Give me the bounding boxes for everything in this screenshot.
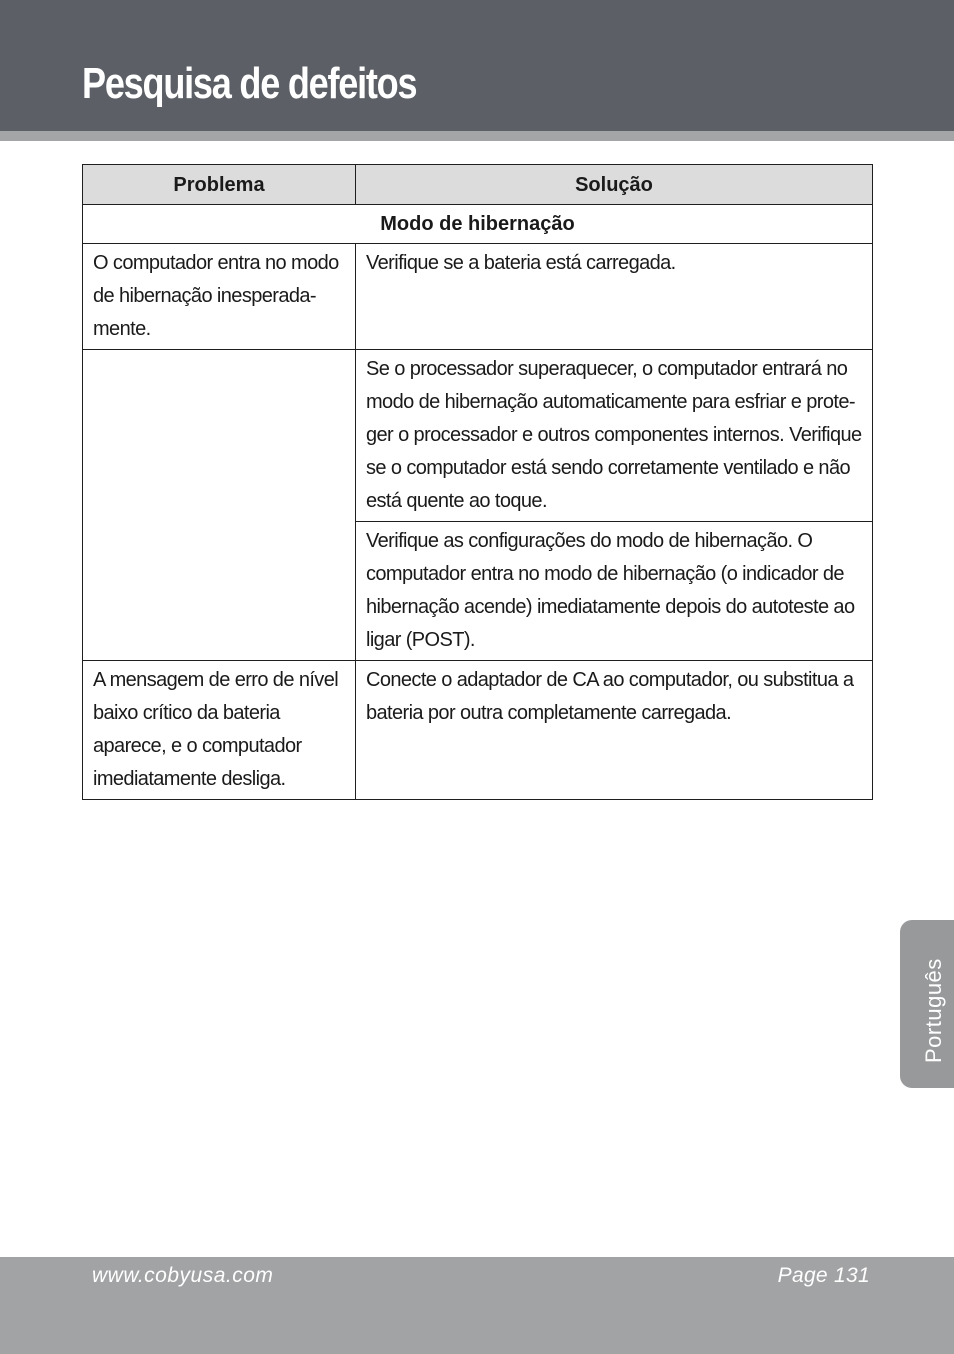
column-header-problem: Problema bbox=[83, 165, 356, 205]
solution-text: Conecte o adaptador de CA ao computador, ou substitua a bateria por outra completamente carregada. bbox=[366, 669, 854, 724]
section-title: Modo de hibernação bbox=[83, 205, 873, 244]
table-row bbox=[83, 661, 873, 800]
troubleshooting-table bbox=[82, 164, 873, 800]
problem-cell bbox=[83, 244, 356, 350]
solution-text: Verifique se a bateria está carregada. bbox=[366, 252, 676, 274]
solution-cell bbox=[356, 661, 873, 800]
solution-text: Se o processador superaquecer, o computador entrará no modo de hibernação automaticamente para esfriar e prote-ger o processador e outros componentes internos. Verifique se o computador está sendo corretamente ventilado e não está quente ao toque. bbox=[366, 358, 862, 512]
page-number: Page 131 bbox=[777, 1264, 870, 1287]
table-row bbox=[83, 244, 873, 350]
solution-cell bbox=[356, 350, 873, 522]
problem-cell bbox=[83, 350, 356, 661]
problem-text: O computador entra no modo de hibernação inesperada-mente. bbox=[93, 252, 339, 340]
page-title: Pesquisa de defeitos bbox=[82, 59, 417, 108]
problem-text: A mensagem de erro de nível baixo crítico da bateria aparece, e o computador imediatamente desliga. bbox=[93, 669, 339, 790]
language-tab-label: Português bbox=[921, 958, 946, 1063]
solution-cell bbox=[356, 522, 873, 661]
solution-cell bbox=[356, 244, 873, 350]
column-header-solution: Solução bbox=[356, 165, 873, 205]
footer-url: www.cobyusa.com bbox=[92, 1264, 274, 1287]
solution-text: Verifique as configurações do modo de hibernação. O computador entra no modo de hibernação (o indicador de hibernação acende) imediatamente depois do autoteste ao ligar (POST). bbox=[366, 530, 855, 651]
table-header-row bbox=[83, 165, 873, 205]
header-stripe bbox=[0, 131, 954, 141]
problem-cell bbox=[83, 661, 356, 800]
section-row bbox=[83, 205, 873, 244]
table-row bbox=[83, 350, 873, 522]
